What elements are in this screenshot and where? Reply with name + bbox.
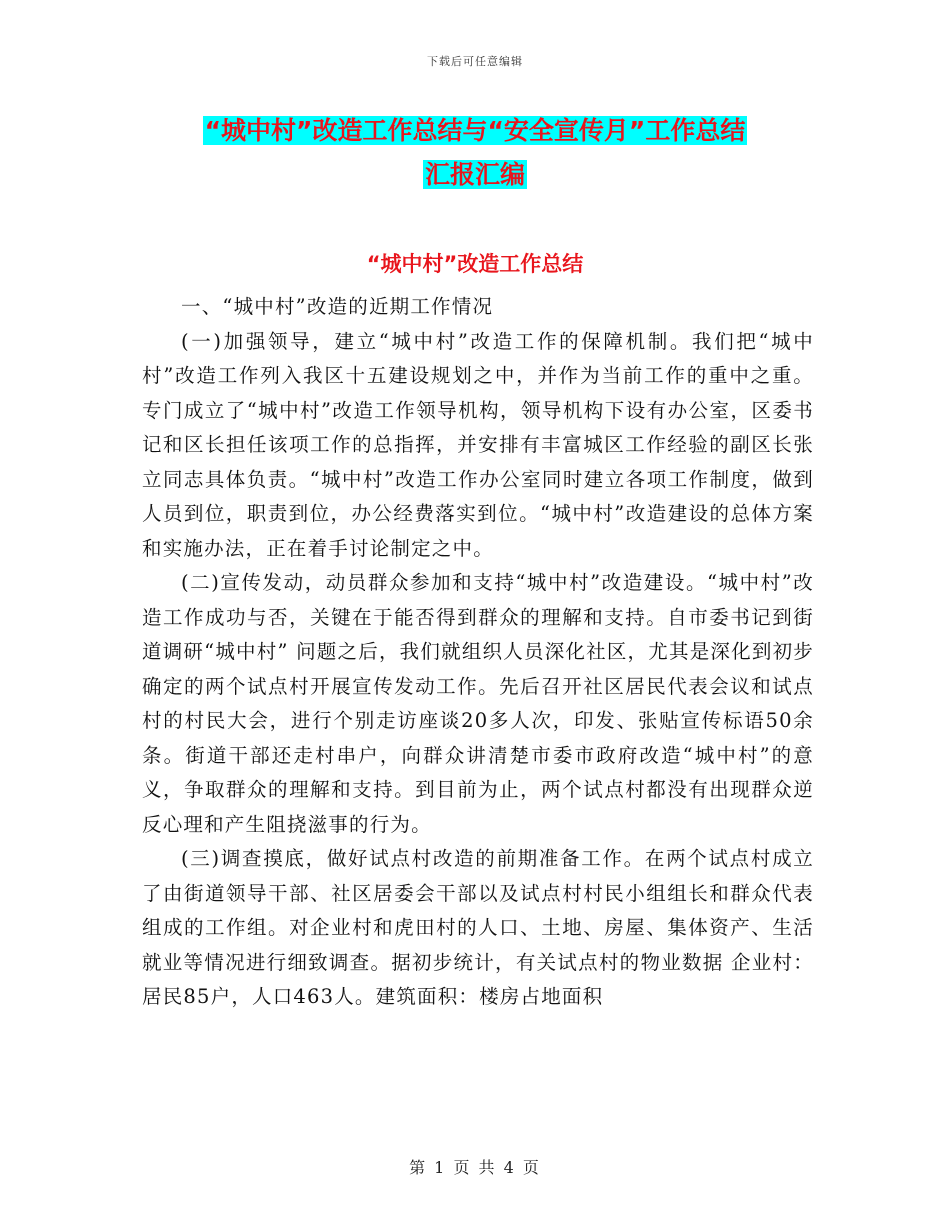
page-footer: 第 1 页 共 4 页 xyxy=(409,1158,541,1177)
paragraph: (一)加强领导，建立“城中村”改造工作的保障机制。我们把“城中村”改造工作列入我区十五建设规划之中，并作为当前工作的重中之重。专门成立了“城中村”改造工作领导机构，领导机构下设有办公室，区委书记和区长担任该项工作的总指挥，并安排有丰富城区工作经验的副区长张立同志具体负责。“城中村”改造工作办公室同时建立各项工作制度，做到人员到位，职责到位，办公经费落实到位。“城中村”改造建设的总体方案和实施办法，正在着手讨论制定之中。 xyxy=(142,329,814,560)
header-note: 下载后可任意编辑 xyxy=(427,55,523,68)
section-title: “城中村”改造工作总结 xyxy=(366,252,584,276)
document-title-line-2 xyxy=(0,157,950,193)
document-body xyxy=(142,290,814,1015)
document-title-line-1 xyxy=(0,113,950,149)
document-title-line-2-text: 汇报汇编 xyxy=(424,160,525,189)
paragraph: (三)调查摸底，做好试点村改造的前期准备工作。在两个试点村成立了由街道领导干部、社区居委会干部以及试点村村民小组组长和群众代表组成的工作组。对企业村和虎田村的人口、土地、房屋、集体资产、生活就业等情况进行细致调查。据初步统计，有关试点村的物业数据 企业村：居民85户，人口463人。建筑面积：楼房占地面积 xyxy=(142,847,814,1008)
document-title-line-1-text: “城中村”改造工作总结与“安全宣传月”工作总结 xyxy=(204,116,746,145)
paragraph: (二)宣传发动，动员群众参加和支持“城中村”改造建设。“城中村”改造工作成功与否，关键在于能否得到群众的理解和支持。自市委书记到街道调研“城中村” 问题之后，我们就组织人员深化社区，尤其是深化到初步确定的两个试点村开展宣传发动工作。先后召开社区居民代表会议和试点村的村民大会，进行个别走访座谈20多人次，印发、张贴宣传标语50余条。街道干部还走村串户，向群众讲清楚市委市政府改造“城中村”的意义，争取群众的理解和支持。到目前为止，两个试点村都没有出现群众逆反心理和产生阻挠滋事的行为。 xyxy=(142,571,814,836)
paragraph-heading: 一、“城中村”改造的近期工作情况 xyxy=(181,295,494,318)
